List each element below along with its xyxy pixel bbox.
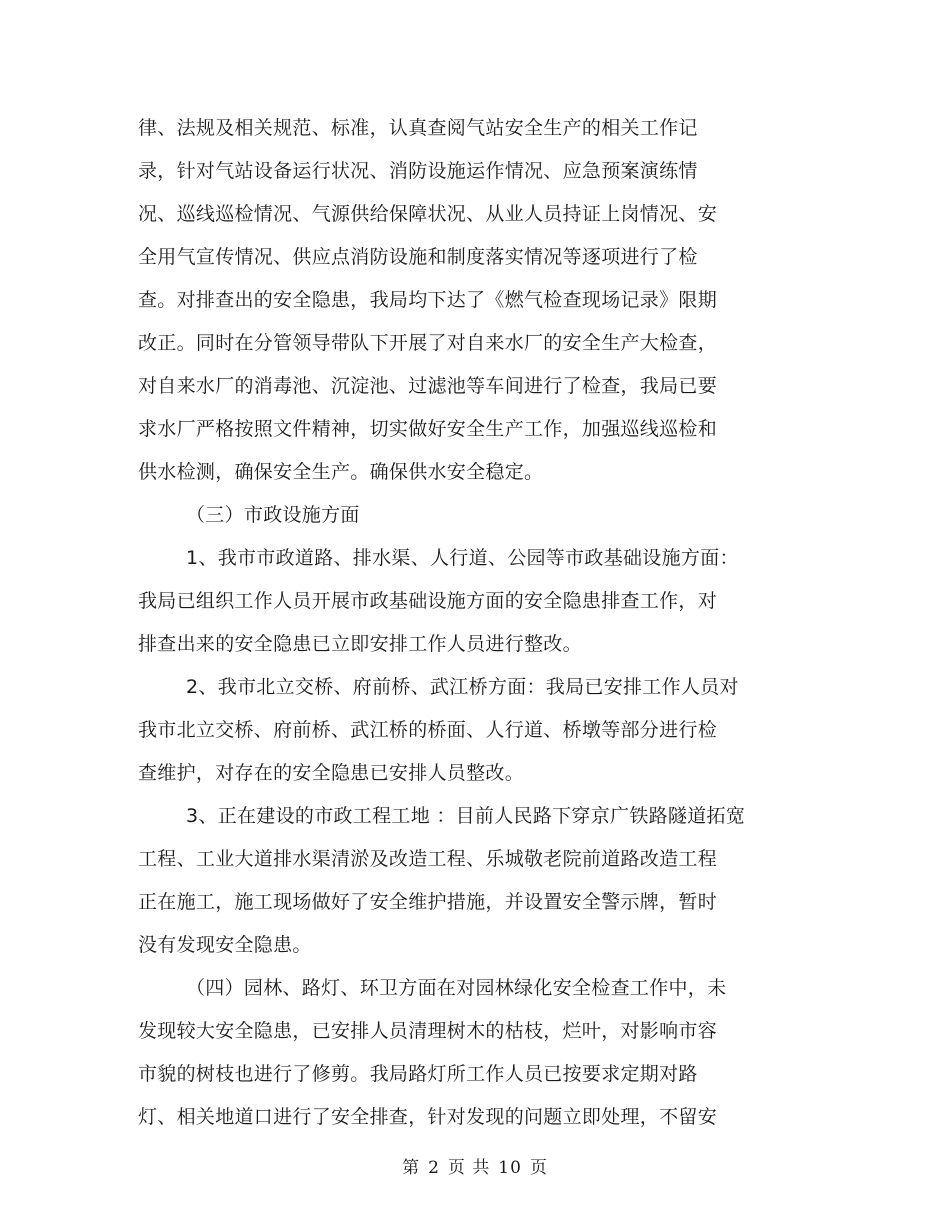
section-heading: （四）园林、路灯、环卫方面在对园林绿化安全检查工作中，未 — [186, 977, 727, 999]
body-line: 况、巡线巡检情况、气源供给保障状况、从业人员持证上岗情况、安 — [138, 203, 718, 225]
body-line: 律、法规及相关规范、标准，认真查阅气站安全生产的相关工作记 — [138, 117, 698, 139]
body-line: 工程、工业大道排水渠清淤及改造工程、乐城敬老院前道路改造工程 — [138, 848, 718, 870]
body-line: 市貌的树枝也进行了修剪。我局路灯所工作人员已按要求定期对路 — [138, 1063, 698, 1085]
body-line: 查。对排查出的安全隐患，我局均下达了《燃气检查现场记录》限期 — [138, 289, 718, 311]
footer-suffix: 页 — [529, 1158, 548, 1178]
body-line: 录，针对气站设备运行状况、消防设施运作情况、应急预案演练情 — [138, 160, 698, 182]
section-heading: （三）市政设施方面 — [186, 504, 360, 526]
body-line: 2、我市北立交桥、府前桥、武江桥方面：我局已安排工作人员对 — [186, 676, 739, 698]
body-line: 求水厂严格按照文件精神，切实做好安全生产工作，加强巡线巡检和 — [138, 418, 718, 440]
body-line: 全用气宣传情况、供应点消防设施和制度落实情况等逐项进行了检 — [138, 246, 698, 268]
footer-mid: 页 共 — [447, 1158, 491, 1178]
body-line: 发现较大安全隐患，已安排人员清理树木的枯枝，烂叶，对影响市容 — [138, 1020, 718, 1042]
body-line: 正在施工，施工现场做好了安全维护措施，并设置安全警示牌，暂时 — [138, 891, 718, 913]
body-line: 对自来水厂的消毒池、沉淀池、过滤池等车间进行了检查，我局已要 — [138, 375, 718, 397]
body-line: 供水检测，确保安全生产。确保供水安全稳定。 — [138, 461, 544, 483]
total-pages: 10 — [498, 1158, 522, 1178]
page-number: 2 — [428, 1158, 440, 1178]
body-line: 3、正在建设的市政工程工地 ：目前人民路下穿京广铁路隧道拓宽 — [186, 805, 746, 827]
body-line: 查维护，对存在的安全隐患已安排人员整改。 — [138, 762, 525, 784]
footer-prefix: 第 — [402, 1158, 421, 1178]
body-line: 灯、相关地道口进行了安全排查，针对发现的问题立即处理，不留安 — [138, 1106, 718, 1128]
body-line: 改正。同时在分管领导带队下开展了对自来水厂的安全生产大检查， — [138, 332, 718, 354]
body-line: 1、我市市政道路、排水渠、人行道、公园等市政基础设施方面： — [186, 547, 739, 569]
page-footer — [0, 1153, 950, 1178]
body-line: 我市北立交桥、府前桥、武江桥的桥面、人行道、桥墩等部分进行检 — [138, 719, 718, 741]
body-line: 没有发现安全隐患。 — [138, 934, 312, 956]
body-line: 排查出来的安全隐患已立即安排工作人员进行整改。 — [138, 633, 582, 655]
body-line: 我局已组织工作人员开展市政基础设施方面的安全隐患排查工作，对 — [138, 590, 718, 612]
